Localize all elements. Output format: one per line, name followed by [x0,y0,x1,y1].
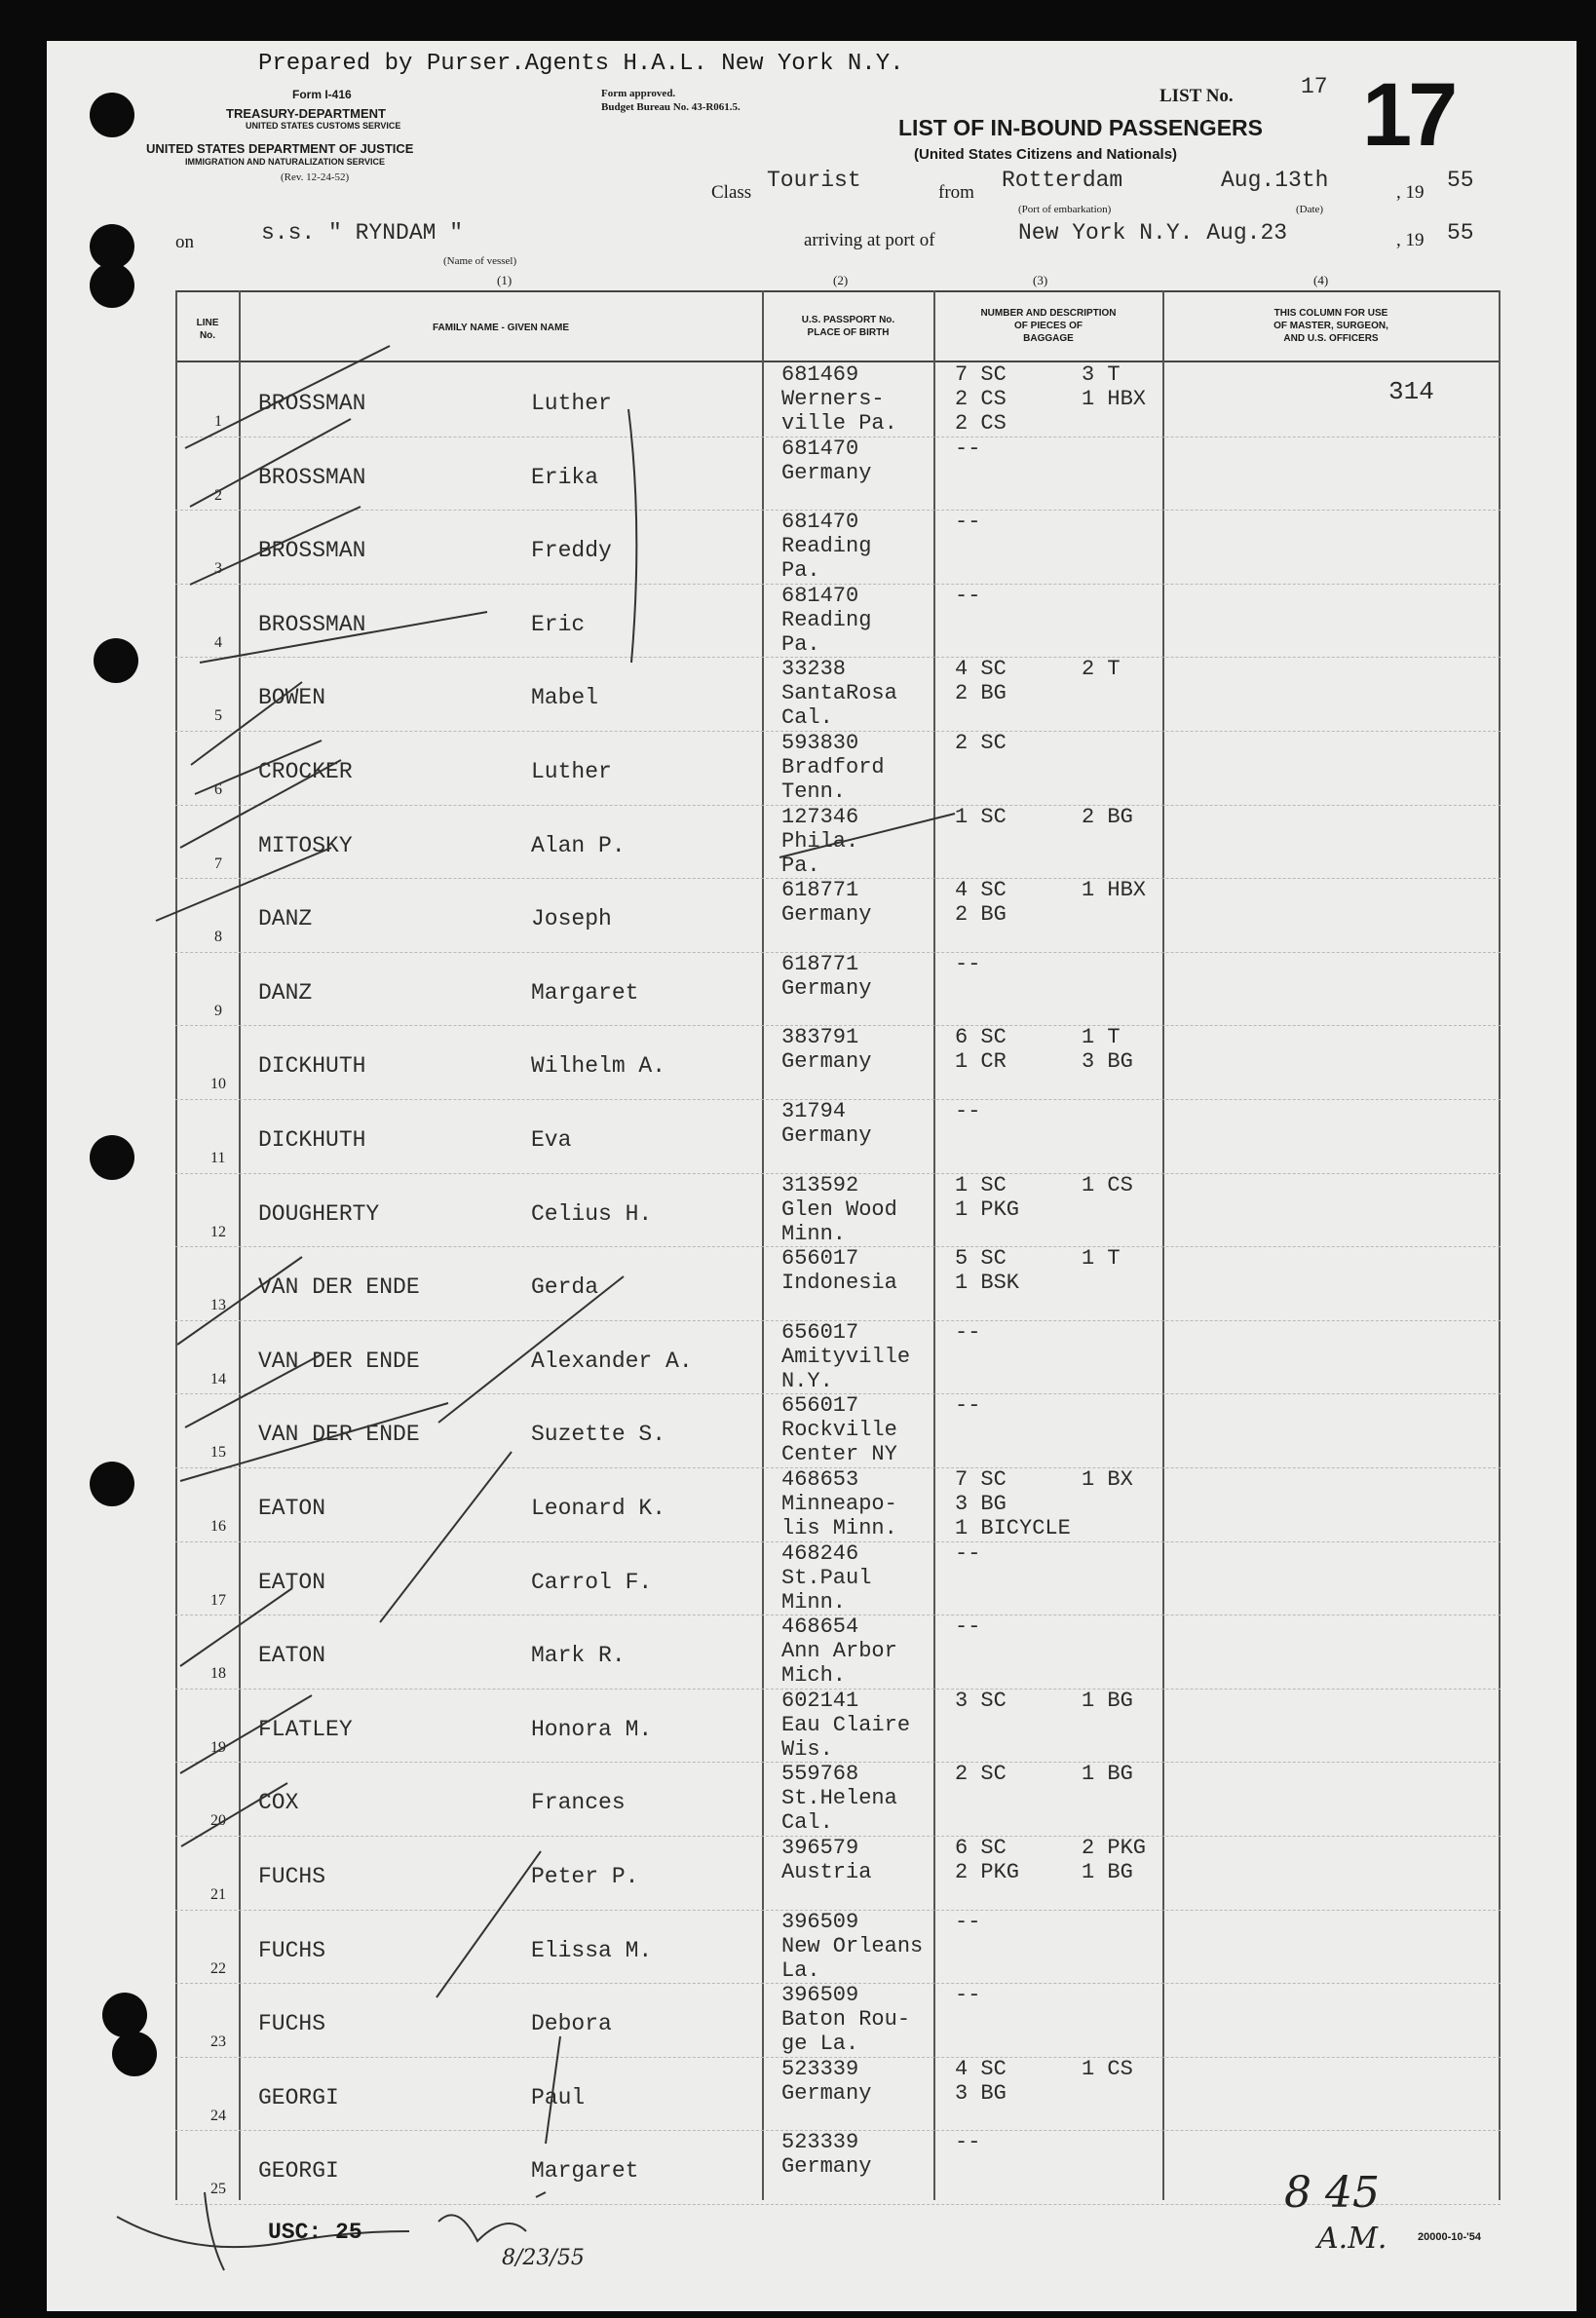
passport-birthplace: 681470 Reading Pa. [781,510,872,584]
col-num-2: (2) [833,273,849,287]
family-name: EATON [258,1496,326,1521]
baggage-primary: -- [955,1099,981,1123]
passport-birthplace: 33238 SantaRosa Cal. [781,657,897,731]
passport-birthplace: 468653 Minneapo- lis Minn. [781,1467,897,1540]
given-name: Suzette S. [531,1422,666,1448]
family-name: BROSSMAN [258,538,366,564]
baggage-primary: 4 SC 2 BG [955,878,1007,928]
line-number: 6 [214,781,222,798]
baggage-primary: 3 SC [955,1688,1007,1713]
from-caption: (Port of embarkation) [1018,204,1112,215]
passport-birthplace: 31794 Germany [781,1099,872,1148]
family-name: MITOSKY [258,832,353,858]
given-name: Eva [531,1127,572,1153]
vessel-caption: (Name of vessel) [443,255,517,267]
table-row [175,437,1501,512]
baggage-secondary: 2 T [1082,657,1121,682]
family-name: CROCKER [258,759,353,784]
class-label: Class [711,182,752,203]
baggage-secondary: 2 BG [1082,804,1133,829]
baggage-primary: -- [955,1319,981,1345]
list-title: LIST OF IN-BOUND PASSENGERS [898,115,1263,140]
baggage-primary: -- [955,1393,981,1419]
baggage-primary: -- [955,951,981,976]
col-num-4: (4) [1313,273,1329,287]
family-name: GEORGI [258,2084,339,2110]
table-row [175,1320,1501,1395]
baggage-primary: 7 SC 3 BG 1 BICYCLE [955,1467,1071,1540]
table-row [175,584,1501,659]
table-row [175,952,1501,1027]
table-row [175,1910,1501,1985]
line-number: 12 [210,1223,226,1240]
baggage-primary: -- [955,1615,981,1640]
from-value: Rotterdam [1002,168,1123,193]
given-name: Paul [531,2084,586,2110]
treasury-department: TREASURY-DEPARTMENT [226,106,386,121]
table-row [175,805,1501,880]
line-number: 10 [210,1076,226,1093]
family-name: FUCHS [258,2011,326,2037]
list-no-stamp: 17 [1362,65,1455,165]
passport-birthplace: 681470 Germany [781,436,872,485]
budget-bureau: Budget Bureau No. 43-R061.5. [601,101,741,113]
header-officers: THIS COLUMN FOR USE OF MASTER, SURGEON, AND U.S. OFFICERS [1273,308,1388,344]
given-name: Honora M. [531,1716,653,1742]
table-row [175,1983,1501,2058]
given-name: Luther [531,391,612,416]
given-name: Erika [531,464,599,490]
line-number: 22 [210,1959,226,1977]
line-number: 3 [214,560,222,578]
baggage-primary: -- [955,1540,981,1566]
line-number: 9 [214,1002,222,1019]
passport-birthplace: 656017 Indonesia [781,1246,897,1296]
baggage-secondary: 1 BG [1082,1688,1133,1713]
passport-birthplace: 593830 Bradford Tenn. [781,731,885,804]
passport-birthplace: 383791 Germany [781,1025,872,1075]
table-row [175,1467,1501,1542]
table-row [175,1173,1501,1248]
baggage-secondary: 1 CS [1082,1172,1133,1197]
given-name: Peter P. [531,1864,639,1889]
table-row [175,2057,1501,2132]
line-number: 16 [210,1518,226,1535]
family-name: COX [258,1790,299,1816]
family-name: DANZ [258,979,313,1006]
binder-hole [112,2032,157,2076]
baggage-primary: 5 SC 1 BSK [955,1246,1020,1296]
given-name: Margaret [531,2158,639,2185]
line-number: 7 [214,855,222,872]
print-code: 20000-10-'54 [1418,2231,1482,2243]
given-name: Carrol F. [531,1569,653,1595]
family-name: BROSSMAN [258,391,366,416]
line-number: 21 [210,1886,226,1903]
table-row [175,878,1501,953]
table-row [175,1393,1501,1468]
line-number: 15 [210,1444,226,1462]
table-row [175,1246,1501,1321]
family-name: DOUGHERTY [258,1200,380,1227]
passport-birthplace: 313592 Glen Wood Minn. [781,1172,897,1246]
header-passport: U.S. PASSPORT No. PLACE OF BIRTH [801,315,895,338]
given-name: Frances [531,1790,626,1816]
family-name: BROSSMAN [258,611,366,637]
passport-birthplace: 396509 New Orleans La. [781,1909,924,1983]
arriving-label: arriving at port of [804,230,935,250]
passport-birthplace: 681469 Werners- ville Pa. [781,362,897,436]
family-name: FUCHS [258,1864,326,1889]
binder-hole [90,1462,134,1506]
baggage-secondary: 1 HBX [1082,878,1147,903]
baggage-primary: 4 SC 3 BG [955,2056,1007,2106]
given-name: Mabel [531,685,599,711]
table-row [175,1025,1501,1100]
line-number: 20 [210,1812,226,1830]
list-subtitle: (United States Citizens and Nationals) [914,146,1178,163]
baggage-primary: 6 SC 2 PKG [955,1836,1020,1884]
given-name: Wilhelm A. [531,1053,666,1080]
handwritten-am: A.M. [1317,2222,1387,2256]
revision: (Rev. 12-24-52) [281,171,350,183]
family-name: VAN DER ENDE [258,1422,420,1448]
from-label: from [938,182,974,203]
family-name: DICKHUTH [258,1127,366,1153]
family-name: EATON [258,1569,326,1595]
passport-birthplace: 396579 Austria [781,1836,872,1884]
form-approved: Form approved. [601,88,676,99]
binder-hole [94,638,138,683]
baggage-primary: 1 SC [955,804,1007,829]
customs-service: UNITED STATES CUSTOMS SERVICE [246,121,401,131]
form-number: Form I-416 [292,88,352,101]
passport-birthplace: 656017 Amityville N.Y. [781,1319,911,1393]
table-row [175,657,1501,732]
prepared-by: Prepared by Purser.Agents H.A.L. New York N.Y. [258,51,904,77]
table-row [175,1762,1501,1837]
baggage-primary: 7 SC 2 CS 2 CS [955,362,1007,436]
passport-birthplace: 127346 Phila. Pa. [781,804,859,878]
given-name: Gerda [531,1274,599,1301]
baggage-primary: -- [955,1983,981,2008]
line-number: 18 [210,1665,226,1683]
signature-date: 8/23/55 [502,2246,585,2270]
list-no-value: 17 [1301,74,1328,99]
table-row [175,362,1501,437]
family-name: FLATLEY [258,1716,353,1742]
binder-hole [102,1993,147,2037]
binder-hole [90,263,134,308]
given-name: Luther [531,759,612,784]
header-baggage: NUMBER AND DESCRIPTION OF PIECES OF BAGGAGE [980,308,1117,344]
table-row [175,731,1501,806]
date-caption: (Date) [1296,204,1324,215]
table-row [175,1099,1501,1174]
on-label: on [175,232,194,252]
line-number: 24 [210,2107,226,2124]
given-name: Mark R. [531,1643,626,1669]
given-name: Debora [531,2011,612,2037]
baggage-primary: -- [955,510,981,535]
table-row [175,1541,1501,1616]
baggage-primary: -- [955,2130,981,2155]
baggage-primary: -- [955,436,981,461]
col-num-3: (3) [1033,273,1048,287]
baggage-secondary: 1 BX [1082,1467,1133,1492]
table-row [175,510,1501,585]
given-name: Alexander A. [531,1348,693,1374]
given-name: Eric [531,611,586,637]
line-number: 25 [210,2181,226,2198]
family-name: VAN DER ENDE [258,1348,420,1374]
line-number: 17 [210,1591,226,1609]
usc-count: USC: 25 [268,2220,362,2245]
baggage-primary: -- [955,583,981,608]
baggage-secondary: 3 T 1 HBX [1082,362,1147,411]
passport-birthplace: 602141 Eau Claire Wis. [781,1688,911,1762]
family-name: VAN DER ENDE [258,1274,420,1301]
line-number: 5 [214,707,222,725]
baggage-secondary: 1 T 3 BG [1082,1025,1133,1075]
family-name: EATON [258,1643,326,1669]
arriving-port-date: New York N.Y. Aug.23 [1018,220,1288,246]
baggage-primary: 1 SC 1 PKG [955,1172,1020,1222]
given-name: Margaret [531,979,639,1006]
department-of-justice: UNITED STATES DEPARTMENT OF JUSTICE [146,141,414,156]
given-name: Leonard K. [531,1496,666,1521]
officer-note: 314 [1388,377,1434,406]
baggage-primary: -- [955,1909,981,1934]
departure-year: 55 [1447,168,1474,193]
baggage-secondary: 1 CS [1082,2056,1133,2081]
binder-hole [90,1135,134,1180]
passport-birthplace: 559768 St.Helena Cal. [781,1762,897,1836]
baggage-primary: 4 SC 2 BG [955,657,1007,706]
given-name: Alan P. [531,832,626,858]
table-row [175,1836,1501,1911]
vessel-name: s.s. " RYNDAM " [261,220,464,246]
given-name: Freddy [531,538,612,564]
passport-birthplace: 618771 Germany [781,951,872,1001]
passport-birthplace: 468246 St.Paul Minn. [781,1540,872,1615]
line-number: 19 [210,1738,226,1756]
line-number: 1 [214,413,222,430]
line-number: 4 [214,633,222,651]
baggage-secondary: 1 BG [1082,1762,1133,1787]
immigration-service: IMMIGRATION AND NATURALIZATION SERVICE [185,157,385,167]
table-row [175,1615,1501,1690]
arriving-year-prefix: , 19 [1396,230,1425,250]
handwritten-time: 8 45 [1284,2168,1380,2218]
departure-date: Aug.13th [1221,168,1329,193]
header-name: FAMILY NAME - GIVEN NAME [432,323,569,333]
table-row [175,1689,1501,1764]
passport-birthplace: 396509 Baton Rou- ge La. [781,1983,911,2057]
given-name: Joseph [531,906,612,932]
family-name: BOWEN [258,685,326,711]
given-name: Elissa M. [531,1937,653,1963]
family-name: GEORGI [258,2158,339,2185]
list-no-label: LIST No. [1159,86,1234,106]
arriving-year: 55 [1447,220,1474,246]
line-number: 13 [210,1297,226,1314]
family-name: BROSSMAN [258,464,366,490]
line-number: 23 [210,2033,226,2051]
passport-birthplace: 656017 Rockville Center NY [781,1393,897,1467]
baggage-primary: 6 SC 1 CR [955,1025,1007,1075]
line-number: 11 [210,1150,226,1166]
line-number: 2 [214,486,222,504]
baggage-secondary: 1 T [1082,1246,1121,1272]
binder-hole [90,93,134,137]
baggage-primary: 2 SC [955,1762,1007,1787]
baggage-secondary: 2 PKG 1 BG [1082,1836,1147,1884]
given-name: Celius H. [531,1200,653,1227]
class-value: Tourist [767,168,861,193]
passport-birthplace: 681470 Reading Pa. [781,583,872,657]
family-name: FUCHS [258,1937,326,1963]
departure-year-prefix: , 19 [1396,182,1425,203]
header-line-no: LINE No. [196,318,219,341]
passport-birthplace: 618771 Germany [781,878,872,928]
family-name: DANZ [258,906,313,932]
passport-birthplace: 468654 Ann Arbor Mich. [781,1615,897,1689]
family-name: DICKHUTH [258,1053,366,1080]
line-number: 8 [214,929,222,946]
passport-birthplace: 523339 Germany [781,2056,872,2106]
line-number: 14 [210,1370,226,1387]
baggage-primary: 2 SC [955,731,1007,755]
passport-birthplace: 523339 Germany [781,2130,872,2180]
col-num-1: (1) [497,273,513,287]
table-top-rule [175,290,1501,292]
